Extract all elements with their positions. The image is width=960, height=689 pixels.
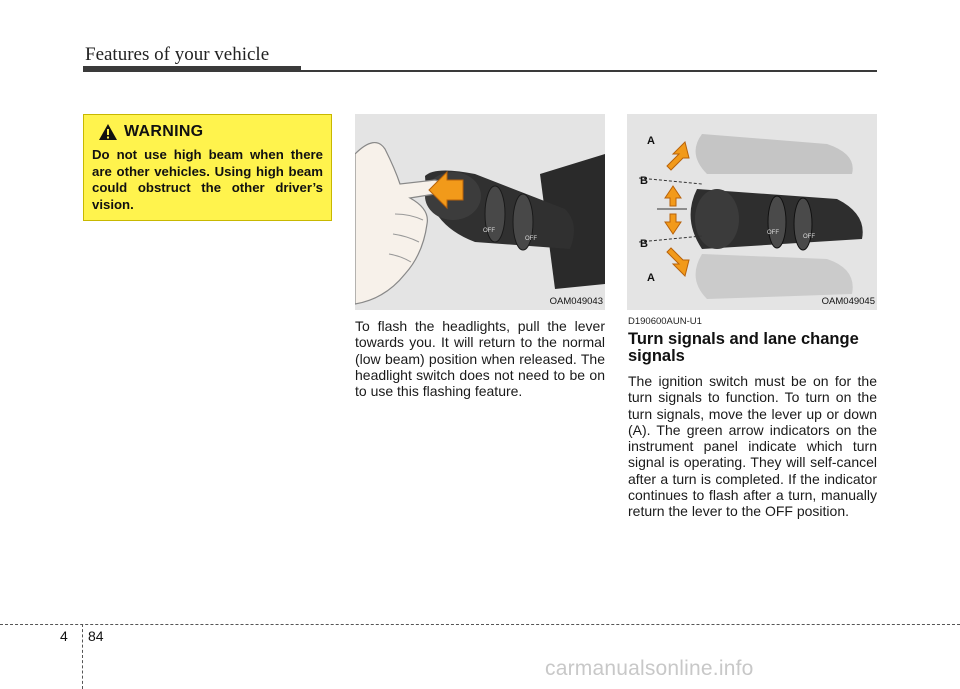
warning-text: Do not use high beam when there are other vehicles. Using high beam could obstruct the other driver’s vision. <box>92 147 323 212</box>
turn-signal-paragraph: The ignition switch must be on for the turn signals to function. To turn on the turn signals, move the lever up or down (A). The green arrow indicators on the instrument panel indicate which turn signal is operating. They will self-cancel after a turn is completed. If the indicator continues to flash after a turn, manually return the lever to the OFF position. <box>628 373 877 520</box>
figure-headlight-flash <box>355 114 605 310</box>
warning-triangle-icon <box>98 123 118 141</box>
label-a-top: A <box>647 135 655 147</box>
lever-off-label-2: OFF <box>525 236 537 242</box>
warning-title: WARNING <box>124 123 204 140</box>
turn-signal-lever-illustration <box>627 114 877 310</box>
label-a-bottom: A <box>647 272 655 284</box>
warning-box <box>83 114 332 221</box>
footer-page-number: 84 <box>88 628 104 644</box>
lever-off-label-3: OFF <box>767 230 779 236</box>
lever-off-label-4: OFF <box>803 234 815 240</box>
page-header-title: Features of your vehicle <box>85 44 270 65</box>
flash-paragraph: To flash the headlights, pull the lever towards you. It will return to the normal (low beam) position when released. The headlight switch does not need to be on to use this flashing feature. <box>355 318 605 400</box>
footer-chapter-number: 4 <box>60 628 68 644</box>
footer-rule <box>0 624 960 625</box>
warning-header <box>98 123 323 141</box>
lever-off-label-1: OFF <box>483 228 495 234</box>
label-b-top: B <box>640 175 648 187</box>
watermark-text: carmanualsonline.info <box>545 657 754 680</box>
figure-code: OAM049043 <box>549 296 603 307</box>
label-b-bottom: B <box>640 238 648 250</box>
figure-turn-signal <box>627 114 877 310</box>
section-title: Turn signals and lane change signals <box>628 330 859 365</box>
header-rule <box>83 70 877 72</box>
headlight-lever-pull-illustration <box>355 114 605 310</box>
figure-code: OAM049045 <box>821 296 875 307</box>
section-code: D190600AUN-U1 <box>628 316 702 327</box>
footer-vertical-rule <box>82 624 83 689</box>
